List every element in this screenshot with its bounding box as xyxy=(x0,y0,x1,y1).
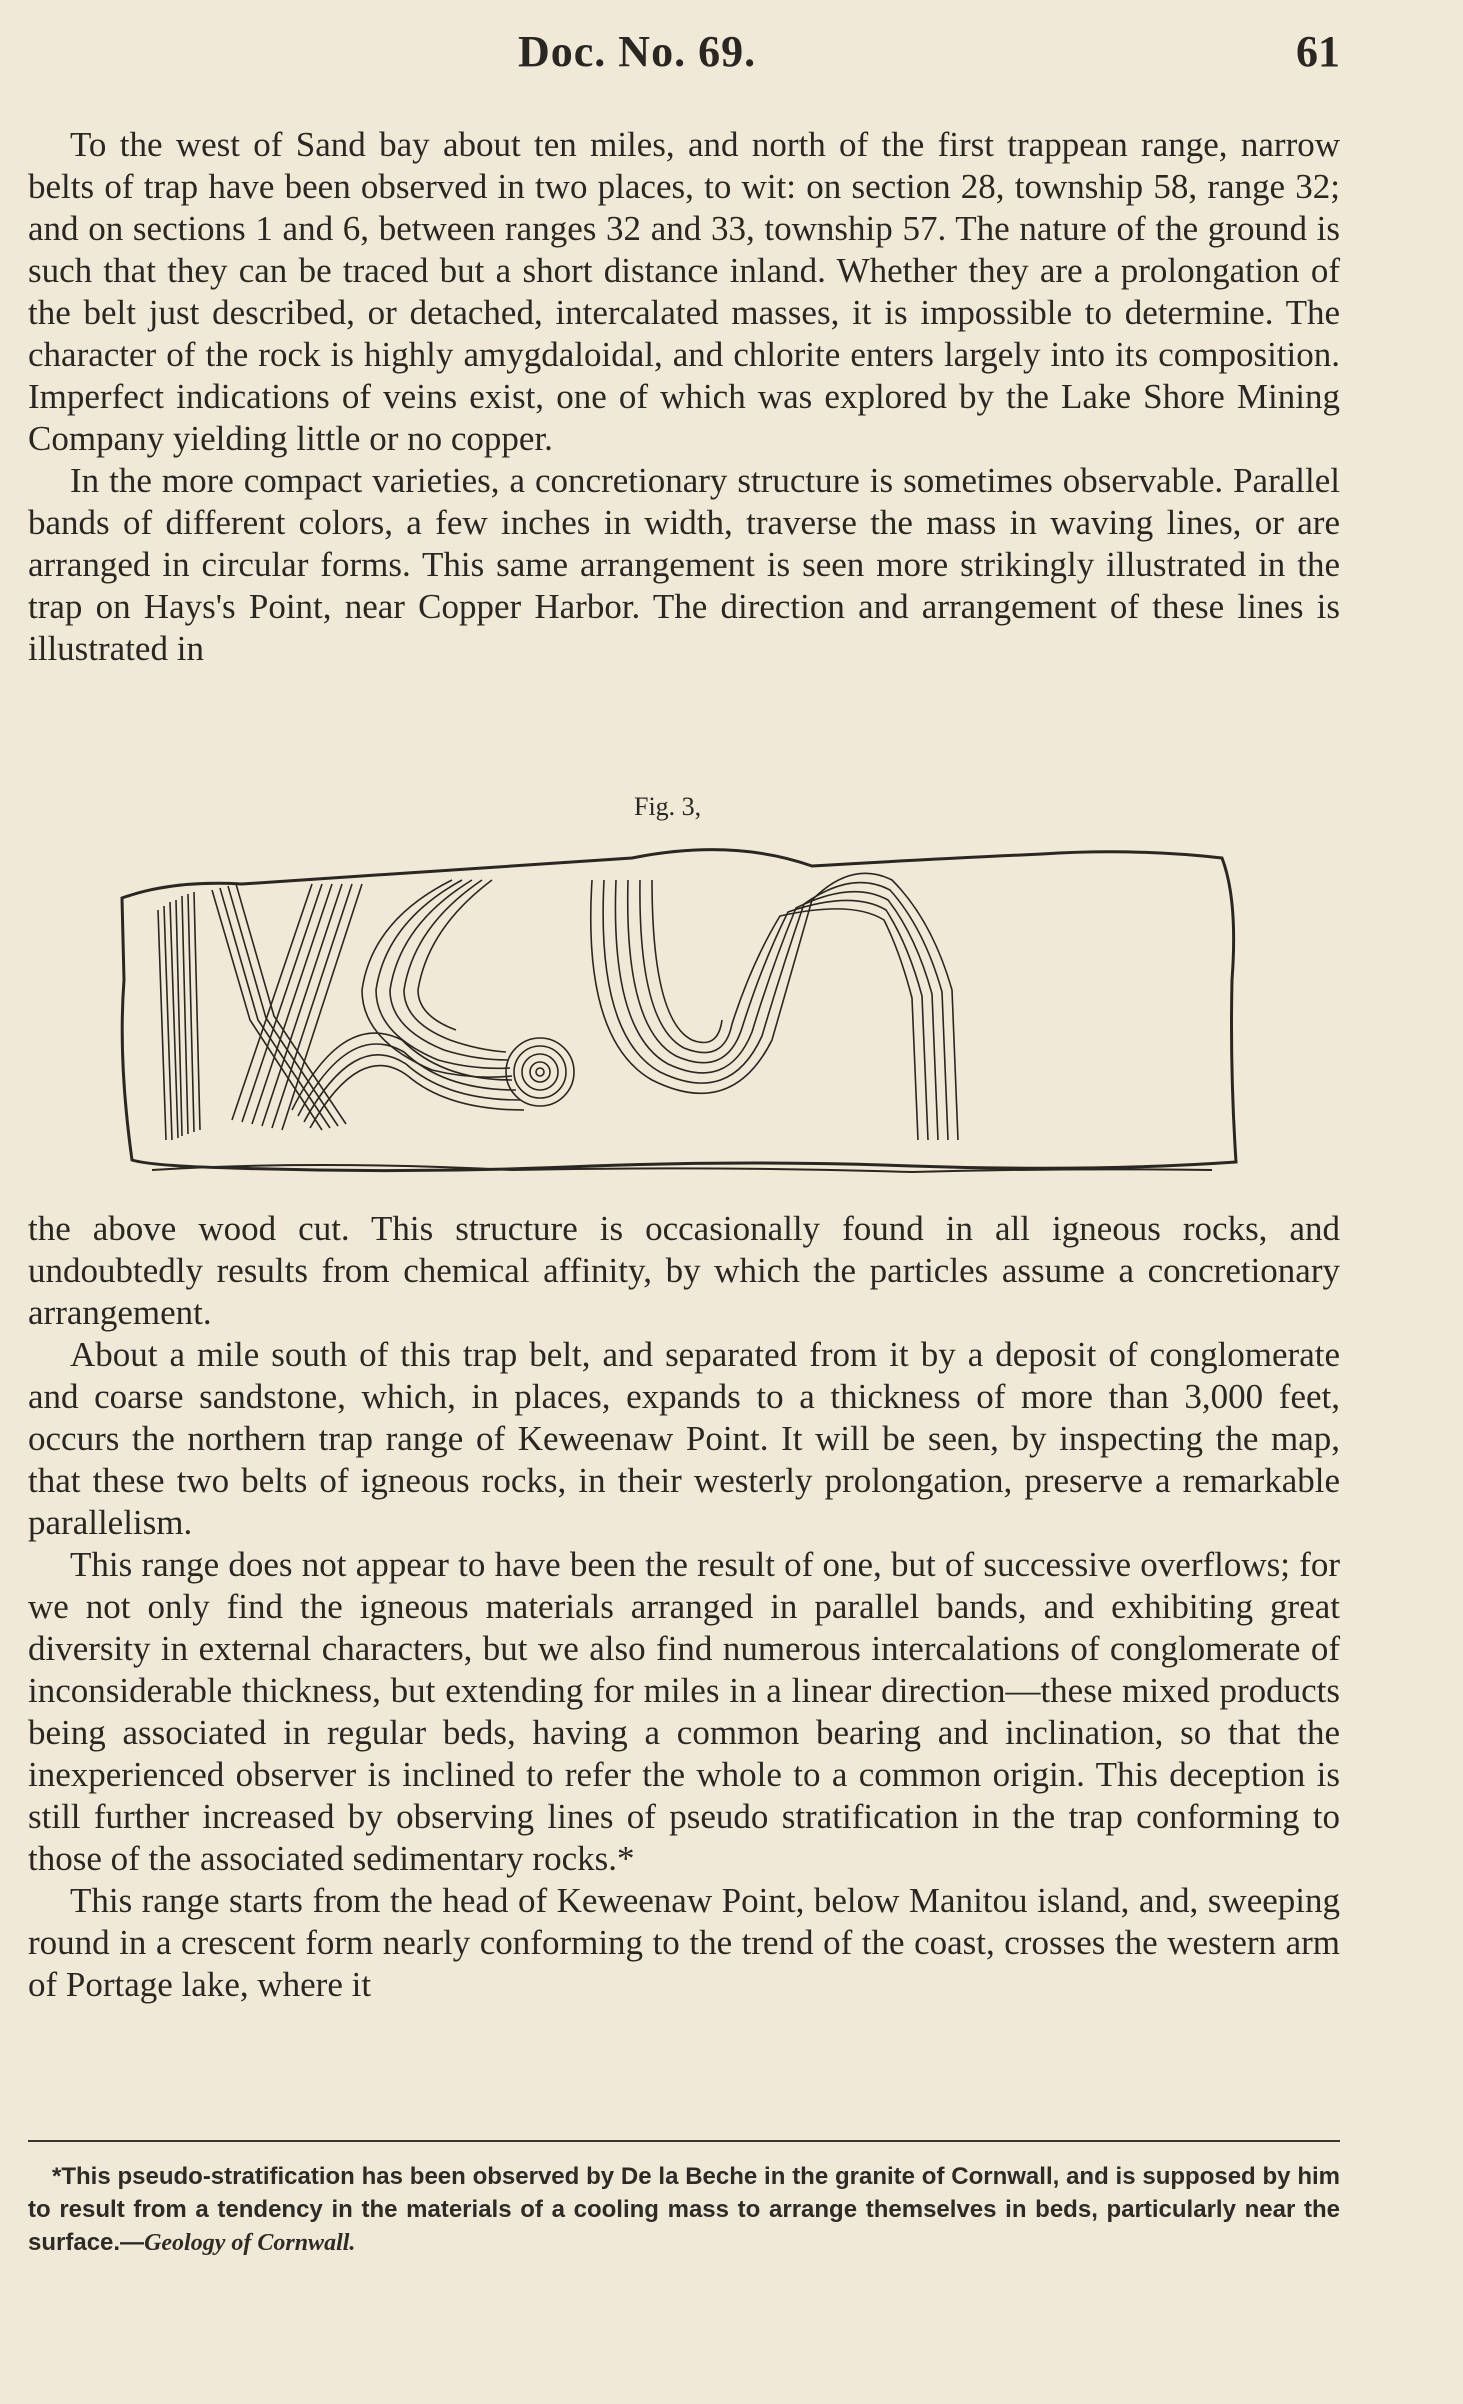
paragraph-successive-overflows: This range does not appear to have been the result of one, but of successive overflows; for we not only find the igneous materials arranged in parallel bands, and exhibiting great diversity in external characters, but we also find numerous intercalations of conglomerate of inconsiderable thickness, but extending for miles in a linear direction—these mixed products being associated in regular beds, having a common bearing and inclination, so that the inexperienced observer is inclined to refer the whole to a common origin. This deception is still further increased by observing lines of pseudo stratification in the trap conforming to those of the associated sedimentary rocks.* xyxy=(28,1545,1340,1878)
body-text-top xyxy=(28,124,1340,670)
footnote-source: Geology of Cornwall. xyxy=(144,2230,356,2256)
paragraph-concretionary-structure: In the more compact varieties, a concretionary structure is sometimes observable. Parallel bands of different colors, a few inches in width, traverse the mass in waving lines, or are arranged in circular forms. This same arrangement is seen more strikingly illustrated in the trap on Hays's Point, near Copper Harbor. The direction and arrangement of these lines is illustrated in xyxy=(28,461,1340,668)
concretion-circles xyxy=(506,1038,574,1106)
figure-label: Fig. 3, xyxy=(634,792,702,821)
document-title: Doc. No. 69. xyxy=(518,27,757,76)
body-text-middle xyxy=(28,1208,1340,2006)
page-number: 61 xyxy=(1296,27,1340,76)
footnote-divider xyxy=(28,2140,1340,2142)
page-header xyxy=(28,26,1340,86)
banded-lines-fold xyxy=(591,873,958,1140)
footnote-text: *This pseudo-stratification has been observed by De la Beche in the granite of Cornwall, and is supposed by him to result from a tendency in the materials of a cooling mass to arrange themselves in beds, particularly near the surface.— xyxy=(28,2163,1340,2256)
woodcut-illustration xyxy=(112,840,1248,1188)
footnote-paragraph xyxy=(28,2160,1340,2260)
paragraph-northern-trap-range: About a mile south of this trap belt, and separated from it by a deposit of conglomerate and coarse sandstone, which, in places, expands to a thickness of more than 3,000 feet, occurs the northern trap range of Keweenaw Point. It will be seen, by inspecting the map, that these two belts of igneous rocks, in their westerly prolongation, preserve a remarkable parallelism. xyxy=(28,1335,1340,1542)
paragraph-range-extent: This range starts from the head of Keweenaw Point, below Manitou island, and, sweeping round in a crescent form nearly conforming to the trend of the coast, crosses the western arm of Portage lake, where it xyxy=(28,1881,1340,2004)
paragraph-woodcut-continuation: the above wood cut. This structure is occasionally found in all igneous rocks, and undoubtedly results from chemical affinity, by which the particles assume a concretionary arrangement. xyxy=(28,1209,1340,1332)
paragraph-trap-belts: To the west of Sand bay about ten miles, and north of the first trappean range, narrow belts of trap have been observed in two places, to wit: on section 28, township 58, range 32; and on sections 1 and 6, between ranges 32 and 33, township 57. The nature of the ground is such that they can be traced but a short distance inland. Whether they are a prolongation of the belt just described, or detached, intercalated masses, it is impossible to determine. The character of the rock is highly amygdaloidal, and chlorite enters largely into its composition. Imperfect indications of veins exist, one of which was explored by the Lake Shore Mining Company yielding little or no copper. xyxy=(28,125,1340,458)
rock-outline xyxy=(122,850,1236,1171)
footnote xyxy=(28,2160,1340,2260)
banded-lines-left xyxy=(158,884,346,1140)
banded-lines-center xyxy=(362,880,512,1077)
